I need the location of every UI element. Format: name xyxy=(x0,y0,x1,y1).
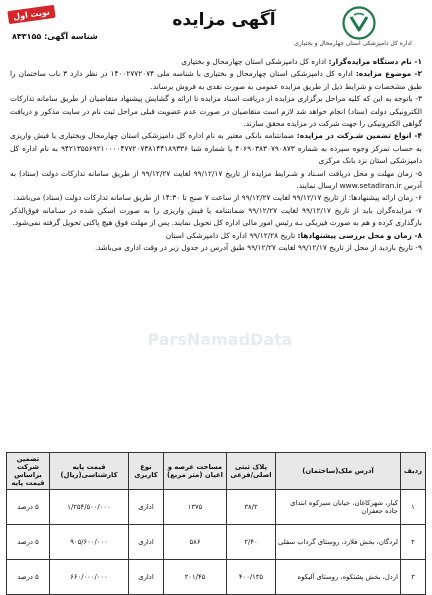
cell-base-price: ۹۰۵/۶۰۰/۰۰۰ xyxy=(50,525,129,560)
section-4 xyxy=(10,130,422,167)
table-header-row xyxy=(7,453,426,490)
section-text: ۶- زمان ارائه پیشنهادها: از تاریخ ۹۹/۱۲/۱۷ لغایت ۹۹/۱۲/۲۷ از ساعت ۷ صبح تا ۱۴:۳۰ از طریق سامانه تدارکات دولت (ستاد) می‌باشد. xyxy=(13,193,422,203)
cell-area: ۱۳۷۵ xyxy=(164,490,227,525)
section-label: ۴- انواع تضمین شـرکت در مزایده: xyxy=(296,131,422,141)
cell-guarantee: ۵ درصد xyxy=(7,525,50,560)
section-8 xyxy=(10,230,422,242)
section-5 xyxy=(10,168,422,193)
cell-guarantee: ۵ درصد xyxy=(7,560,50,595)
cell-row-number: ۱ xyxy=(401,490,426,525)
cell-address: کیار، شهرکاغان، خیابان سبزکوه ابتدای جاده جعفران xyxy=(276,490,401,525)
cell-guarantee: ۵ درصد xyxy=(7,490,50,525)
cell-plaque: ۲/۴۰ xyxy=(227,525,276,560)
section-7 xyxy=(10,205,422,230)
section-text: ۳- باتوجه به این که کلیه مراحل برگزاری مزایده از دریافت اسناد مزایده تا ارائه و گشایش پیشنهاد متقاضیان از طریق سامانه تدارکات الکترونیکی دولت (ستاد) انجام خواهد شد لازم است متقاضیان در صورت عدم عضویت قبلی مراحل ثبت نام در سایت مذکور و دریافت گواهی الکترونیکی را جهت شرکت در مزایده محقق سازند. xyxy=(10,94,422,129)
cell-address: لردگان، بخش فلارد، روستای گرداب سفلی xyxy=(276,525,401,560)
section-label: ۱- نام دستگاه مزایده‌گزار: xyxy=(328,57,422,66)
section-label: ۲- موضوع مزایده: xyxy=(355,69,422,79)
table-row xyxy=(7,525,426,560)
cell-address: اردل، بخش پشتکوه، روستای آلیکوه xyxy=(276,560,401,595)
section-1 xyxy=(10,56,422,68)
ad-number xyxy=(12,32,98,41)
section-text: اداره کل دامپزشکی استان چهارمحال و بختیاری با شناسه ملی ۱۴۰۰۲۷۷۲۰۷۴ در نظر دارد ۳ باب ساختمان را طبق مشخصات و شرایط ذیل از طریق مزایده عمومی به صورت نقدی به فروش برساند. xyxy=(10,69,422,91)
section-text: تاریخ ۹۹/۱۲/۲۸ اداره کل دامپزشکی استان xyxy=(165,230,298,240)
header xyxy=(4,4,428,56)
cell-base-price: ۶۶۰/۰۰۰/۰۰۰ xyxy=(50,560,129,595)
cell-usage: اداری xyxy=(129,490,164,525)
section-3 xyxy=(10,93,422,130)
org-caption: اداره کل دامپزشکی استان چهارمحال و بختیاری xyxy=(294,40,412,47)
properties-table xyxy=(6,452,426,595)
table-row xyxy=(7,490,426,525)
organization-logo-block xyxy=(288,6,418,54)
cell-usage: اداری xyxy=(129,525,164,560)
section-9 xyxy=(10,242,422,254)
cell-area: ۵۸۶ xyxy=(164,525,227,560)
cell-plaque: ۴۰۰/۱۳۵ xyxy=(227,560,276,595)
col-header-base-price: قیمت پایه کارشناسی(ریال) xyxy=(50,453,129,490)
col-header-plaque: پلاک ثبتی اصلی/فرعی xyxy=(227,453,276,490)
turn-badge: نوبت اول xyxy=(7,5,55,24)
section-text: ۷- مزایده‌گران باید از تاریخ ۹۹/۱۲/۱۷ لغایت ۹۹/۱۲/۲۷ ضمانتنامه یا فیش واریزی را به صورت اسکن شده در سـامانه فوق‌الذکر بارگذاری کرده و هم به صورت فیزیکی بـه رئیس امور مالی اداره کل تحویل نمایند. پس از مهلت فوق هیچ پاکتی تحویل گرفته نمی‌شود. xyxy=(10,205,422,228)
cell-area: ۲۰۱/۴۵ xyxy=(164,560,227,595)
watermark: ParsNamadData xyxy=(147,330,293,349)
section-6 xyxy=(10,192,422,204)
section-2 xyxy=(10,68,422,93)
col-header-address: آدرس ملک(ساختمان) xyxy=(276,453,401,490)
col-header-area: مساحت عرصه و اعیان (متر مربع) xyxy=(164,453,227,490)
section-text: ۵- زمان مهلت و محل دریافت اسـناد و شـرایط مزایده از تاریخ ۹۹/۱۲/۱۷ لغایت ۹۹/۱۲/۲۷ از طریق سامانه تدارکات دولت (ستاد) به آدرس www.setadiran.ir ارسال نمایند. xyxy=(10,168,422,191)
section-text: ۹- تاریخ بازدید از محل از تاریخ ۹۹/۱۲/۱۷ لغایت ۹۹/۱۲/۲۷ طبق آدرس در جدول زیر در وقت اداری می‌باشد. xyxy=(94,243,422,253)
ad-number-label: شناسه آگهی: xyxy=(44,32,98,41)
cell-usage: اداری xyxy=(129,560,164,595)
cell-row-number: ۳ xyxy=(401,560,426,595)
col-header-guarantee: تضمین شرکت براساس قیمت پایه xyxy=(7,453,50,490)
section-text: ضمانتنامه بانکی معتبر به نام اداره کل دامپزشکی استان چهارمحال وبختیاری یا فیش واریزی به حساب تمرکز وجوه سپرده به شماره ۴۰۶۹۰۳۸۳۰۷۹۰۸۷۳ یا شماره شبا ۹۴۲۱۳۵۵۶۹۲۱۰۰۰۰۴۷۷۲۰۷۳۸۱۴۴۱۸۹۳۳۶ به نام اداره کل دامپزشکی استان نزد بانک مرکزی xyxy=(10,131,422,166)
col-header-usage: نوع کاربری xyxy=(129,453,164,490)
table-row xyxy=(7,560,426,595)
cell-plaque: ۳۸/۲ xyxy=(227,490,276,525)
cell-base-price: ۱/۲۵۴/۵۰۰/۰۰۰ xyxy=(50,490,129,525)
ad-number-value: ۸۳۳۱۵۵ xyxy=(12,32,42,41)
section-label: ۸- زمان و محل بررسی پیشنهادها: xyxy=(297,230,422,240)
notice-body xyxy=(4,56,428,255)
col-header-row-number: ردیف xyxy=(401,453,426,490)
section-text: اداره کل دامپزشکی استان چهارمحال و بختیاری xyxy=(181,57,329,66)
veterinary-emblem-icon xyxy=(342,6,376,40)
cell-row-number: ۲ xyxy=(401,525,426,560)
page-title: آگهی مزایده xyxy=(172,10,276,30)
